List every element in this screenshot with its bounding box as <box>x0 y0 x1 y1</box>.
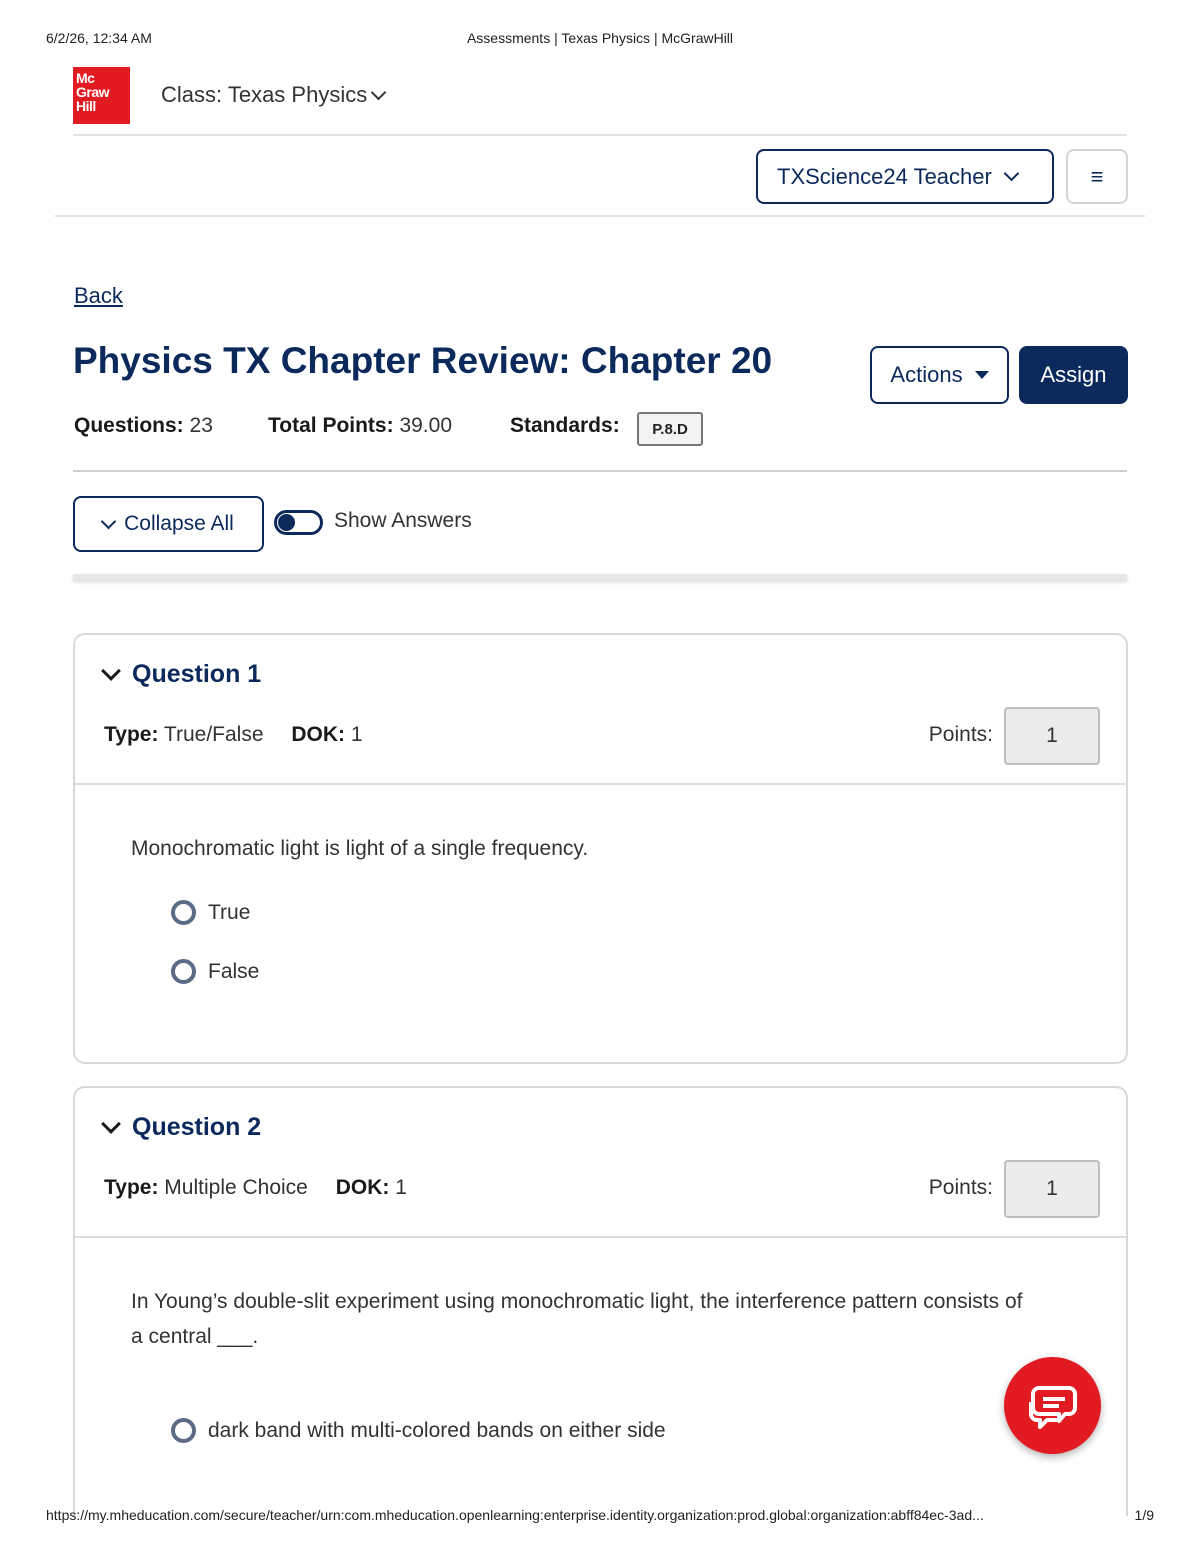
standard-badge[interactable]: P.8.D <box>637 412 703 446</box>
question-toggle[interactable] <box>104 660 261 689</box>
dok-value: 1 <box>395 1176 407 1199</box>
question-meta <box>104 723 363 747</box>
divider <box>55 215 1145 217</box>
radio-button[interactable] <box>171 900 196 925</box>
question-text: Monochromatic light is light of a single frequency. <box>131 837 589 860</box>
page-title: Physics TX Chapter Review: Chapter 20 <box>73 340 773 381</box>
actions-label: Actions <box>890 362 963 387</box>
answer-option[interactable] <box>171 959 259 984</box>
print-footer <box>46 1507 1154 1525</box>
chevron-down-icon <box>101 1114 121 1134</box>
type-value: True/False <box>163 723 264 746</box>
mcgraw-hill-logo[interactable] <box>73 67 130 124</box>
logo-line: Mc <box>76 70 95 86</box>
sticky-toolbar-shadow <box>73 574 1127 580</box>
answer-option[interactable] <box>171 1418 666 1443</box>
divider <box>73 470 1127 472</box>
logo-line: Graw <box>76 84 110 100</box>
chat-bubbles-icon <box>1025 1382 1081 1430</box>
points-input[interactable]: 1 <box>1004 1160 1100 1218</box>
question-header <box>75 1088 1126 1238</box>
print-header <box>46 30 1154 48</box>
dok-label: DOK: <box>291 723 346 746</box>
question-header <box>75 635 1126 785</box>
radio-button[interactable] <box>171 1418 196 1443</box>
question-text: In Young’s double-slit experiment using monochromatic light, the interference pattern consists of a central ___. <box>131 1290 1023 1348</box>
type-label: Type: <box>104 723 159 746</box>
total-points-value: 39.00 <box>399 414 453 437</box>
class-selector[interactable] <box>161 82 384 108</box>
type-label: Type: <box>104 1176 159 1199</box>
assign-button[interactable]: Assign <box>1019 346 1128 404</box>
actions-dropdown-button[interactable] <box>870 346 1009 404</box>
collapse-all-label: Collapse All <box>124 512 234 535</box>
hamburger-menu-button[interactable] <box>1066 149 1128 204</box>
divider <box>73 134 1127 136</box>
question-card <box>73 1086 1128 1516</box>
show-answers-toggle[interactable] <box>274 510 323 535</box>
question-toggle[interactable] <box>104 1113 261 1142</box>
collapse-all-button[interactable] <box>73 496 264 552</box>
dok-value: 1 <box>350 723 363 746</box>
answer-option-label: dark band with multi-colored bands on either side <box>208 1418 666 1442</box>
user-menu-button[interactable] <box>756 149 1054 204</box>
user-menu-label: TXScience24 Teacher <box>777 163 992 189</box>
questions-label: Questions: <box>74 414 184 437</box>
show-answers-label: Show Answers <box>334 509 472 532</box>
chevron-down-icon <box>371 84 387 100</box>
print-page-title: Assessments | Texas Physics | McGrawHill <box>466 30 734 46</box>
questions-value: 23 <box>189 414 213 437</box>
chevron-down-icon <box>101 661 121 681</box>
radio-button[interactable] <box>171 959 196 984</box>
standards-label: Standards: <box>510 414 620 437</box>
chevron-down-icon <box>101 513 117 529</box>
questions-count <box>74 414 213 438</box>
question-card <box>73 633 1128 1064</box>
toggle-knob <box>278 514 295 531</box>
answer-option-label: False <box>208 959 260 983</box>
points-label: Points: <box>928 1176 993 1199</box>
logo-line: Hill <box>76 98 96 114</box>
class-selector-label: Class: Texas Physics <box>161 82 368 107</box>
chat-support-button[interactable] <box>1004 1357 1101 1454</box>
question-title: Question 2 <box>132 1113 262 1141</box>
total-points <box>268 414 452 438</box>
hamburger-icon: ≡ <box>1090 163 1104 189</box>
type-value: Multiple Choice <box>164 1176 308 1199</box>
answer-option[interactable] <box>171 900 250 925</box>
caret-down-icon <box>975 371 989 379</box>
question-title: Question 1 <box>132 660 262 688</box>
print-page-number: 1/9 <box>1134 1507 1154 1523</box>
dok-label: DOK: <box>335 1176 390 1199</box>
print-url: https://my.mheducation.com/secure/teacher/urn:com.mheducation.openlearning:enterprise.identity.organization:prod.global:organization:abff84ec-3ad... <box>46 1507 984 1523</box>
answer-option-label: True <box>208 900 251 924</box>
standards <box>510 414 620 438</box>
back-link[interactable]: Back <box>74 283 123 308</box>
points-label: Points: <box>928 723 993 746</box>
points-input[interactable]: 1 <box>1004 707 1100 765</box>
chevron-down-icon <box>1004 166 1020 182</box>
total-points-label: Total Points: <box>268 414 394 437</box>
print-datetime: 6/2/26, 12:34 AM <box>46 30 152 46</box>
question-meta <box>104 1176 407 1200</box>
